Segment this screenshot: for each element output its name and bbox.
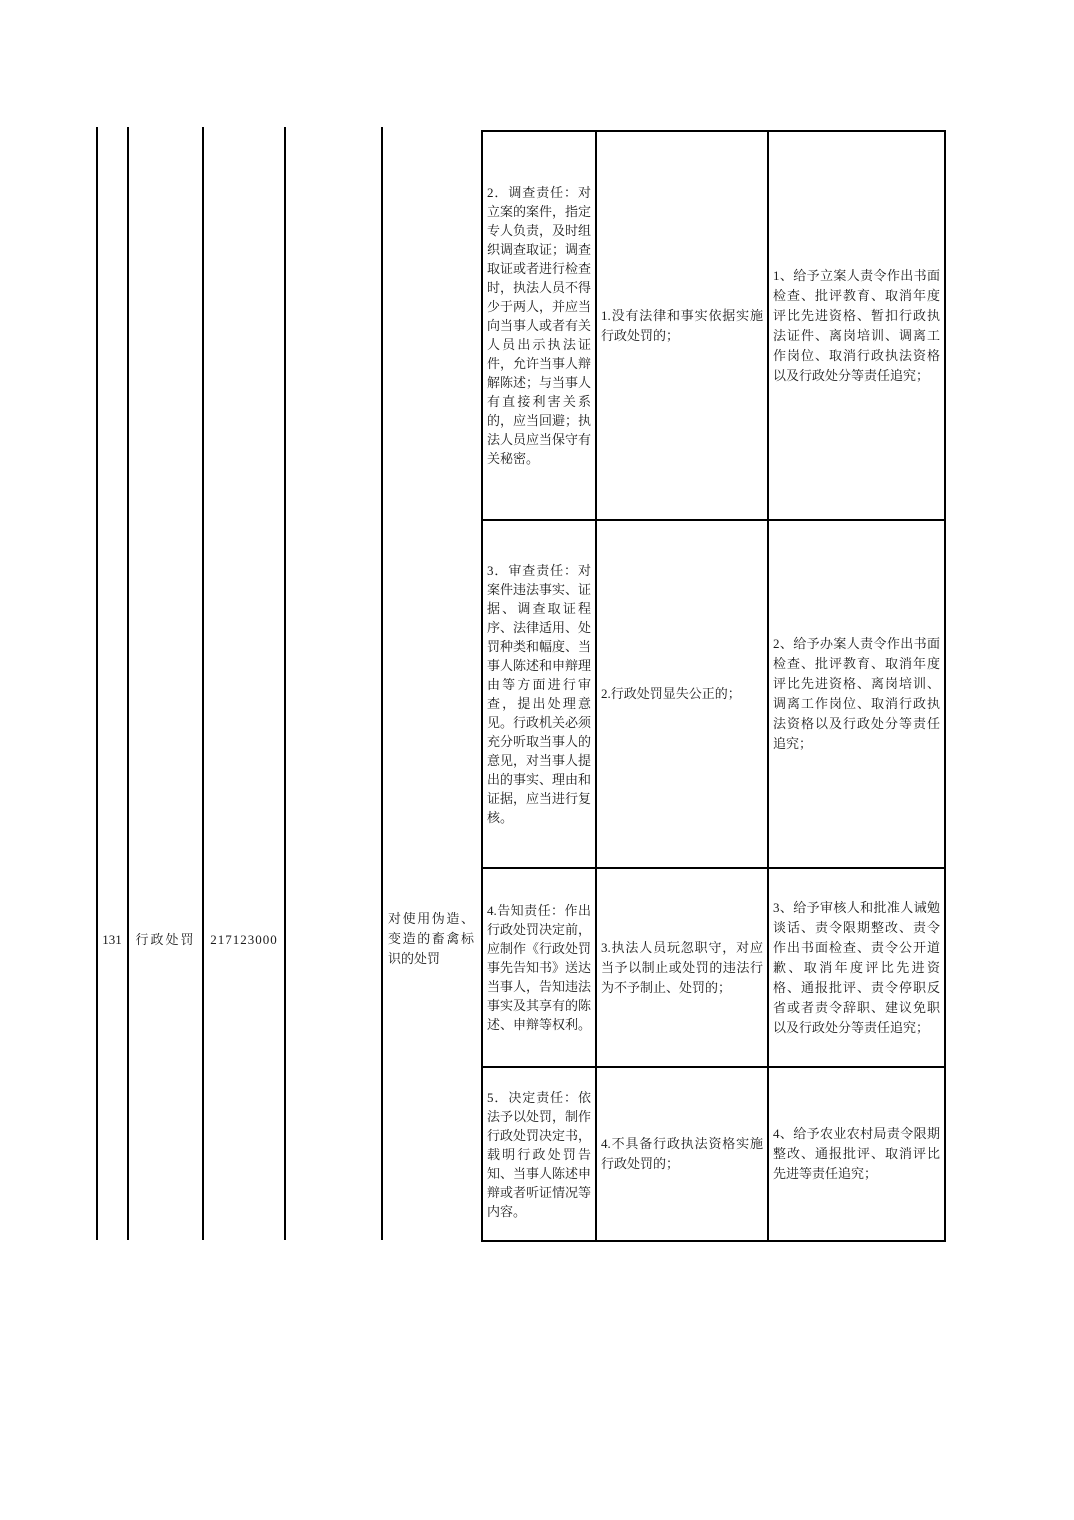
responsibility-matrix-table (481, 130, 946, 1242)
situation-cell: 2.行政处罚显失公正的； (596, 520, 768, 868)
column-divider (284, 127, 286, 1240)
seq-number-cell: 131 (102, 932, 122, 947)
power-name-cell: 对使用伪造、变造的畜禽标识的处罚 (388, 911, 474, 966)
power-code-cell: 217123000 (210, 932, 278, 947)
duty-cell: 4.告知责任：作出行政处罚决定前，应制作《行政处罚事先告知书》送达当事人，告知违法事实及其享有的陈述、申辩等权利。 (482, 868, 596, 1067)
table-row (482, 131, 945, 520)
situation-cell: 4.不具备行政执法资格实施行政处罚的； (596, 1067, 768, 1241)
consequence-cell: 3、给予审核人和批准人诫勉谈话、责令限期整改、责令作出书面检查、责令公开道歉、取消年度评比先进资格、通报批评、责令停职反省或者责令辞职、建议免职以及行政处分等责任追究； (768, 868, 945, 1067)
table-row (482, 868, 945, 1067)
situation-cell: 1.没有法律和事实依据实施行政处罚的； (596, 131, 768, 520)
column-divider (127, 127, 129, 1240)
column-divider (381, 127, 383, 1240)
consequence-cell: 4、给予农业农村局责令限期整改、通报批评、取消评比先进等责任追究； (768, 1067, 945, 1241)
duty-cell: 2．调查责任：对立案的案件，指定专人负责，及时组织调查取证；调查取证或者进行检查时，执法人员不得少于两人，并应当向当事人或者有关人员出示执法证件，允许当事人辩解陈述；与当事人有直接利害关系的，应当回避；执法人员应当保守有关秘密。 (482, 131, 596, 520)
column-divider (96, 127, 98, 1240)
consequence-cell: 2、给予办案人责令作出书面检查、批评教育、取消年度评比先进资格、离岗培训、调离工作岗位、取消行政执法资格以及行政处分等责任追究； (768, 520, 945, 868)
situation-cell: 3.执法人员玩忽职守，对应当予以制止或处罚的违法行为不予制止、处罚的； (596, 868, 768, 1067)
table-row (482, 1067, 945, 1241)
table-row (482, 520, 945, 868)
duty-cell: 5．决定责任：依法予以处罚，制作行政处罚决定书，载明行政处罚告知、当事人陈述申辩或者听证情况等内容。 (482, 1067, 596, 1241)
column-divider (202, 127, 204, 1240)
duty-cell: 3．审查责任：对案件违法事实、证据、调查取证程序、法律适用、处罚种类和幅度、当事人陈述和申辩理由等方面进行审查，提出处理意见。行政机关必须充分听取当事人的意见，对当事人提出的事实、理由和证据，应当进行复核。 (482, 520, 596, 868)
power-type-cell: 行政处罚 (135, 932, 196, 947)
consequence-cell: 1、给予立案人责令作出书面检查、批评教育、取消年度评比先进资格、暂扣行政执法证件、离岗培训、调离工作岗位、取消行政执法资格以及行政处分等责任追究； (768, 131, 945, 520)
